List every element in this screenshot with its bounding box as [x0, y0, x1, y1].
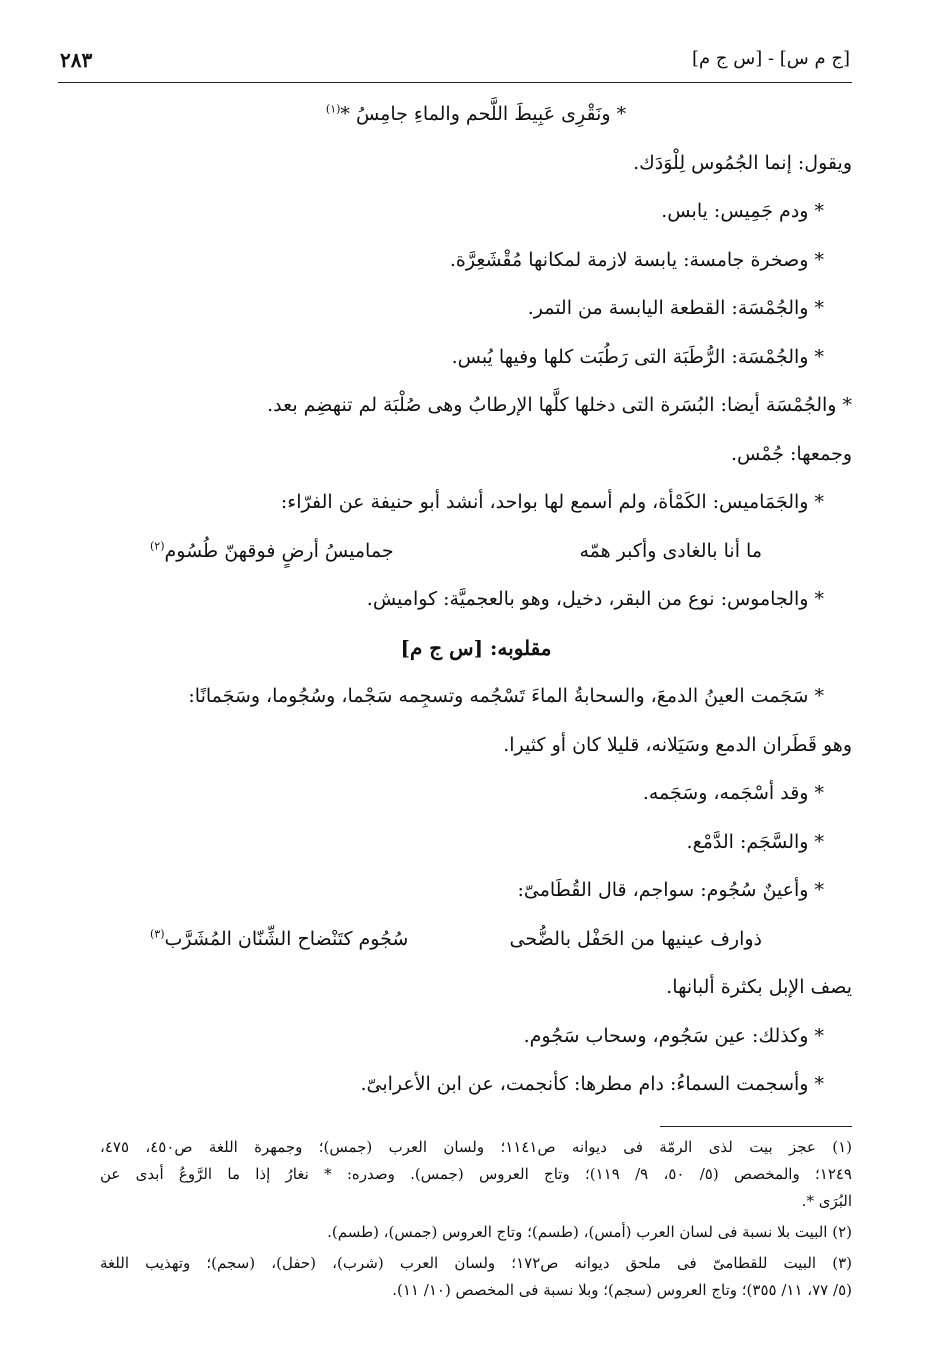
text-line: وجمعها: جُمْس. [730, 442, 852, 465]
footnote-line: (١) عجز بيت لذى الرمّة فى ديوانه ص١١٤١؛ ولسان العرب (جمس)؛ وجمهرة اللغة ص٤٥٠، ٤٧٥، [100, 1138, 852, 1156]
verse-hemistich-first: ذوارف عينيها من الحَفْل بالضُّحى [509, 927, 762, 950]
text-line: * وقد أسْجَمه، وسَجَمه. [642, 782, 824, 804]
footnote-line: البُرَى *. [801, 1192, 852, 1210]
text-line: * وأسجمت السماءُ: دام مطرها: كأنجمت، عن ابن الأعرابىّ. [360, 1073, 824, 1095]
text-line: * وكذلك: عين سَجُوم، وسحاب سَجُوم. [523, 1024, 824, 1047]
footnote-ref: (٣) [150, 927, 165, 941]
footnote-ref: (٢) [150, 539, 165, 553]
text-line: * والجُمْسَة: الرُّطَبَة التى رَطُبَت كلها وفيها يُبس. [451, 345, 824, 368]
text-line: * والجاموس: نوع من البقر، دخيل، وهو بالعجميَّة: كواميش. [366, 588, 824, 610]
footnote-line: (٢) البيت بلا نسبة فى لسان العرب (أمس)، (طسم)؛ وتاج العروس (جمس)، (طسم). [327, 1223, 852, 1241]
main-text [100, 90, 852, 1109]
footnote-ref: (١) [325, 102, 341, 116]
text-line: ويقول: إنما الجُمُوس لِلْوَدَك. [633, 151, 852, 174]
verse-line [100, 527, 852, 576]
text-line: * والجُمْسَة: القطعة اليابسة من التمر. [527, 297, 824, 319]
verse-line [100, 915, 852, 964]
section-heading: مقلوبه: [س ج م] [400, 635, 552, 660]
footnote-line: (٣) البيت للقطامىّ فى ملحق ديوانه ص١٧٢؛ ولسان العرب (شرب)، (حفل)، (سجم)؛ وتهذيب اللغة [100, 1254, 852, 1272]
footnote-rule [660, 1126, 852, 1127]
running-head: [ج م س] - [س ج م] [692, 48, 850, 69]
footnotes [100, 1134, 852, 1304]
text-line: * والسَّجَم: الدَّمْع. [686, 830, 824, 853]
verse-hemistich-first: ما أنا بالغادى وأكبر همّه [579, 539, 762, 562]
page-header [60, 44, 850, 84]
text-line: * والجُمْسَة أيضا: البُسَرة التى دخلها كلَّها الإرطابُ وهى صُلْبَة لم تنهضِم بعد. [267, 394, 852, 416]
text-line: * ودم جَمِيس: يابس. [661, 200, 824, 222]
text-line: * وصخرة جامسة: يابسة لازمة لمكانها مُقْشَعِرَّة. [449, 248, 824, 271]
text-line: * والجَمَاميس: الكَمْأة، ولم أسمع لها بواحد، أنشد أبو حنيفة عن الفرّاء: [280, 491, 824, 513]
verse-hemistich-second: سُجُوم كتَنْضاح الشِّنّان المُشَرَّب$^{(٣)}$ [150, 927, 409, 950]
text-line: وهو قَطَران الدمع وسَيَلانه، قليلا كان أو كثيرا. [503, 733, 852, 756]
text-line: * سَجَمت العينُ الدمعَ، والسحابةُ الماءَ تَسْجُمه وتسجِمه سَجْما، وسُجُوما، وسَجَمانًا: [188, 685, 824, 707]
header-rule [58, 82, 852, 83]
text-line: * وأعينٌ سُجُوم: سواجم، قال القُطَامىّ: [517, 879, 824, 901]
footnote-line: (٥/ ٧٧، ١١/ ٣٥٥)؛ وتاج العروس (سجم)؛ وبلا نسبة فى المخصص (١٠/ ١١). [392, 1281, 852, 1299]
page-number: ٢٨٣ [60, 48, 93, 72]
text-line: * ونَقْرِى عَبِيطَ اللَّحم والماءِ جامِسُ *$^{(١)}$ [325, 102, 627, 125]
footnote-line: ١٢٤٩؛ والمخصص (٥/ ٥٠، ٩/ ١١٩)؛ وتاج العروس (جمس). وصدره: * نغارُ إذا ما الرَّوعُ أبدى عن [100, 1165, 852, 1183]
verse-hemistich-second: جماميسُ أرضٍ فوقهنّ طُسُوم$^{(٢)}$ [150, 539, 394, 562]
text-line: يصف الإبل بكثرة ألبانها. [666, 976, 852, 998]
